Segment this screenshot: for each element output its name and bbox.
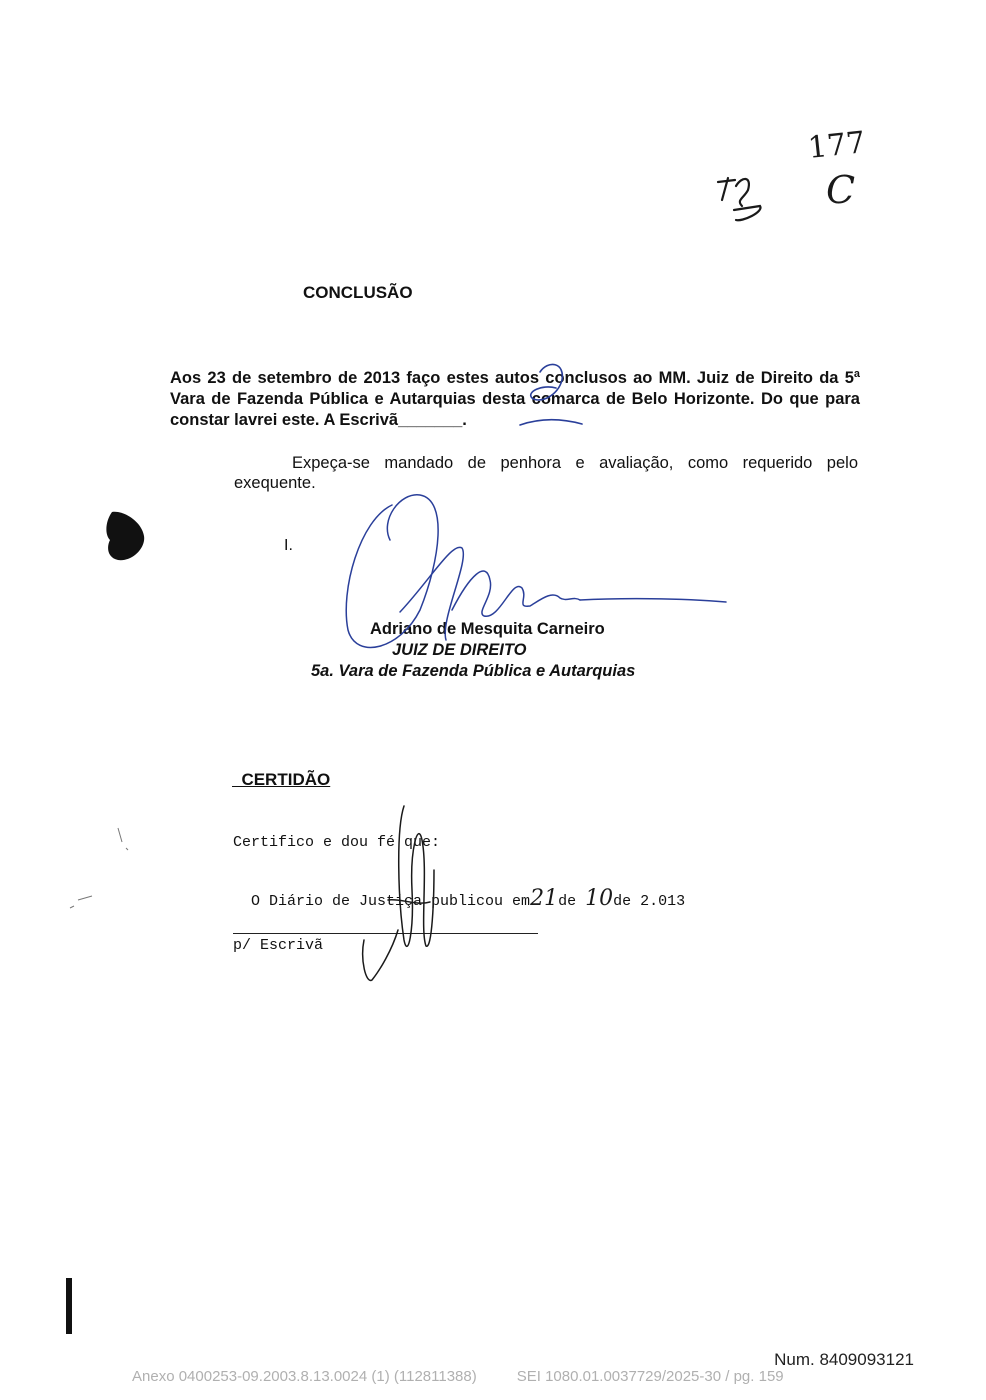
- escriva-rubric-blue: [520, 364, 582, 425]
- certidao-title: CERTIDÃO: [232, 770, 331, 789]
- conclusao-body: Aos 23 de setembro de 2013 faço estes autos conclusos ao MM. Juiz de Direito da 5ª Vara de Fazenda Pública e Autarquias desta comarca de Belo Horizonte. Do que para constar lavrei este. A Escrivã_______.: [170, 369, 860, 429]
- scan-edge-mark: [66, 1278, 72, 1334]
- judge-role: JUIZ DE DIREITO: [392, 641, 527, 659]
- despacho-text: Expeça-se mandado de penhora e avaliação, como requerido pelo exequente.: [234, 454, 858, 492]
- judge-signature: [346, 495, 726, 648]
- certidao-signer: p/ Escrivã: [233, 937, 324, 954]
- certidao-signature: [363, 806, 434, 980]
- margin-specks: [70, 828, 128, 908]
- folio-rubric-mark: [718, 178, 760, 220]
- certidao-line-1: Certifico e dou fé que:: [233, 834, 441, 851]
- despacho-initial: I.: [284, 537, 293, 554]
- certidao-line-2-de-2: de 2.013: [613, 893, 686, 910]
- folio-number-handwritten: 177: [806, 125, 867, 166]
- document-number: Num. 8409093121: [774, 1350, 914, 1369]
- folio-letter-handwritten: C: [826, 168, 856, 212]
- conclusao-title: CONCLUSÃO: [303, 283, 413, 302]
- judge-court: 5a. Vara de Fazenda Pública e Autarquias: [311, 662, 636, 680]
- certidao-line-2-de-1: de: [558, 893, 577, 910]
- footer-sei: SEI 1080.01.0037729/2025-30 / pg. 159: [516, 1368, 784, 1385]
- judge-name: Adriano de Mesquita Carneiro: [370, 620, 605, 638]
- handwritten-month: 10: [585, 886, 614, 911]
- handwritten-day: 21: [530, 886, 559, 911]
- certidao-line-2-prefix: O Diário de Justiça publicou em: [251, 893, 531, 910]
- ink-blot: [106, 512, 144, 560]
- footer-annex: Anexo 0400253-09.2003.8.13.0024 (1) (112811388): [132, 1368, 477, 1385]
